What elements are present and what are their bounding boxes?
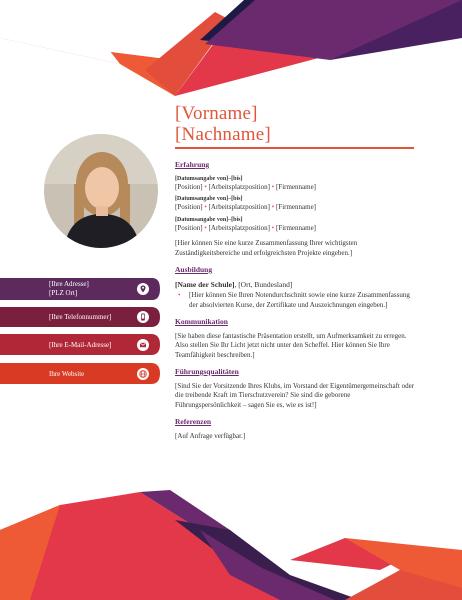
contact-website: [0, 363, 160, 384]
experience-summary: [Hier können Sie eine kurze Zusammenfassung Ihrer wichtigsten Zuständigkeitsbereiche und erfolgreichsten Projekte eingeben.]: [175, 239, 358, 257]
separator-dot: •: [204, 203, 207, 211]
job-entry: [175, 216, 415, 234]
job-entry: [175, 175, 415, 193]
education-details: [Hier können Sie Ihren Notendurchschnitt sowie eine kurze Zusammenfassung der absolvierten Kurse, der Zertifikate und Auszeichnungen eingeben.]: [189, 291, 410, 309]
separator-dot: •: [271, 203, 275, 211]
communication-section: [175, 317, 415, 360]
contact-email: [0, 334, 160, 355]
address-line-2: [PLZ Ort]: [49, 288, 78, 297]
job-role: [Arbeitsplatzposition]: [208, 182, 271, 191]
website-text: Ihre Website: [49, 370, 85, 378]
name-divider: [175, 147, 414, 149]
job-position: [Position]: [175, 223, 203, 232]
job-role: [Arbeitsplatzposition]: [208, 203, 271, 211]
email-text: [Ihre E-Mail-Adresse]: [49, 341, 112, 349]
job-position: [Position]: [175, 203, 203, 211]
communication-heading: Kommunikation: [175, 317, 228, 326]
separator-dot: •: [204, 223, 207, 232]
email-icon: [137, 339, 149, 351]
separator-dot: •: [271, 182, 275, 191]
school-location: , [Ort, Bundesland]: [234, 279, 293, 289]
leadership-text: [Sind Sie der Vorsitzende Ihres Klubs, im Vorstand der Eigentümergemeinschaft oder die treibende Kraft im Tierschutzverein? Sie sind die geborene Führungspersönlichkeit – sagen Sie es, wie es ist!]: [175, 381, 415, 409]
contact-phone: [0, 307, 160, 327]
candidate-name: [175, 103, 271, 145]
experience-section: [175, 160, 415, 258]
contact-address: [0, 278, 160, 300]
phone-text: [Ihre Telefonnummer]: [49, 313, 112, 321]
references-text: [Auf Anfrage verfügbar.]: [175, 431, 246, 440]
job-company: [Firmenname]: [275, 223, 317, 232]
phone-icon: [137, 311, 149, 323]
job-dates: [Datumsangabe von]–[bis]: [175, 216, 243, 223]
education-bullet: [175, 291, 415, 310]
communication-text: [Sie haben diese fantastische Präsentation erstellt, um Aufmerksamkeit zu erregen. Also stellen Sie Ihr Licht jetzt nicht unter den Scheffel. Hier können Sie Ihre Teamfähigkeit beschreiben.]: [175, 331, 407, 359]
separator-dot: •: [204, 182, 207, 191]
job-dates: [Datumsangabe von]–[bis]: [175, 175, 243, 182]
separator-dot: •: [271, 223, 275, 232]
references-heading: Referenzen: [175, 417, 212, 426]
education-section: [175, 265, 415, 310]
job-role: [Arbeitsplatzposition]: [208, 223, 271, 232]
job-company: [Firmenname]: [275, 182, 317, 191]
last-name: [Nachname]: [175, 124, 271, 145]
profile-photo: [44, 134, 158, 248]
job-dates: [Datumsangabe von]–[bis]: [175, 196, 243, 202]
bullet-dot: •: [178, 291, 181, 299]
globe-icon: [137, 368, 149, 380]
main-content: [175, 160, 415, 448]
first-name: [Vorname]: [175, 103, 258, 124]
job-company: [Firmenname]: [275, 203, 317, 211]
leadership-heading: Führungsqualitäten: [175, 367, 239, 376]
experience-heading: Erfahrung: [175, 160, 210, 169]
job-entry: [175, 195, 415, 213]
header-decoration: [0, 0, 462, 100]
school-name: [Name der Schule]: [175, 279, 235, 289]
footer-decoration: [0, 490, 462, 600]
leadership-section: [175, 367, 415, 410]
job-position: [Position]: [175, 182, 203, 191]
education-heading: Ausbildung: [175, 265, 213, 274]
address-line-1: [Ihre Adresse]: [49, 280, 89, 288]
references-section: [175, 417, 415, 441]
location-pin-icon: [137, 283, 149, 295]
